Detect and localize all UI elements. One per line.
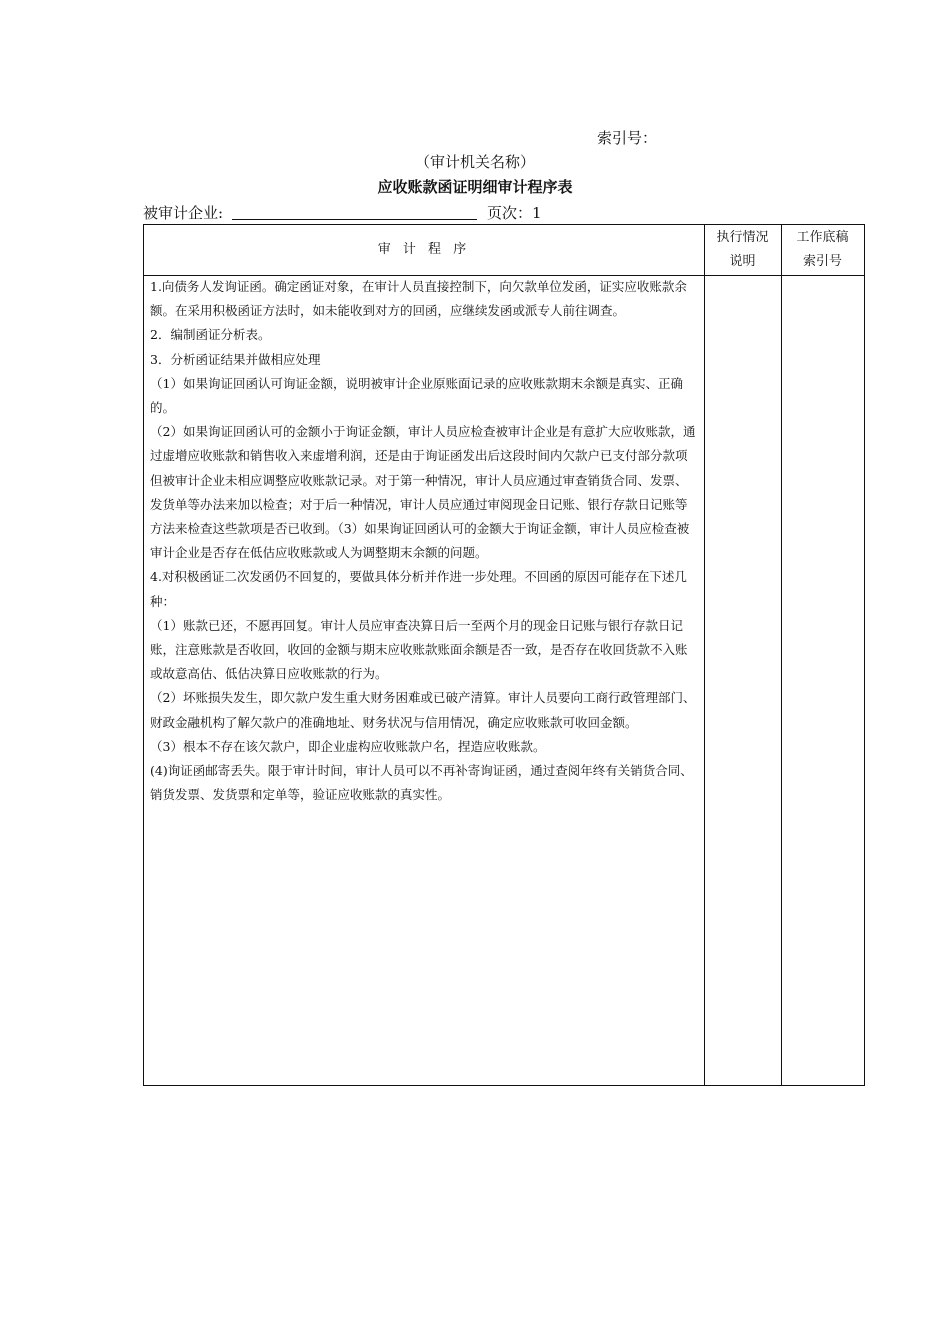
header-audit-procedure: 审 计 程 序 [377, 242, 471, 257]
procedure-paragraph: (4)询证函邮寄丢失。限于审计时间，审计人员可以不再补寄询证函，通过查阅年终有关销货合同、销货发票、发货票和定单等，验证应收账款的真实性。 [150, 763, 693, 803]
procedure-paragraph: （1）账款已还，不愿再回复。审计人员应审查决算日后一至两个月的现金日记账与银行存款日记账，注意账款是否收回，收回的金额与期末应收账款账面余额是否一致，是否存在收回货款不入账或故意高估、低估决算日应收账款的行为。 [150, 617, 688, 682]
procedure-paragraph: 3．分析函证结果并做相应处理 [150, 351, 321, 367]
header-workpaper-index-text: 工作底稿索引号 [796, 230, 849, 269]
index-number-label: 索引号： [597, 129, 658, 147]
audited-enterprise-label: 被审计企业: [143, 204, 224, 222]
column-divider [704, 225, 705, 1085]
procedure-paragraph: （2）如果询证回函认可的金额小于询证金额，审计人员应检查被审计企业是有意扩大应收账款，通过虚增应收账款和销售收入来虚增利润，还是由于询证函发出后这段时间内欠款户已支付部分款项但被审计企业未相应调整应收账款记录。对于第一种情况，审计人员应通过审查销货合同、发票、发货单等办法来加以检查；对于后一种情况，审计人员应通过审阅现金日记账、银行存款日记账等方法来检查这些款项是否已收到。（3）如果询证回函认可的金额大于询证金额，审计人员应检查被审计企业是否存在低估应收账款或人为调整期末余额的问题。 [150, 424, 696, 561]
page-number: 页次：1 [487, 204, 542, 222]
header-workpaper-index [781, 225, 864, 275]
column-divider [781, 225, 782, 1085]
audit-procedure-table [143, 224, 865, 1086]
procedure-paragraph: （3）根本不存在该欠款户，即企业虚构应收账款户名，捏造应收账款。 [150, 738, 546, 754]
procedure-paragraph: （1）如果询证回函认可询证金额，说明被审计企业原账面记录的应收账款期末余额是真实、正确的。 [150, 375, 683, 416]
header-execution-notes-text: 执行情况说明 [716, 230, 769, 269]
procedure-paragraph: 2．编制函证分析表。 [150, 327, 271, 343]
procedure-text-cell [150, 275, 698, 807]
procedure-paragraph: 1.向债务人发询证函。确定函证对象，在审计人员直接控制下，向欠款单位发函，证实应收账款余额。在采用积极函证方法时，如未能收到对方的回函，应继续发函或派专人前往调查。 [150, 279, 687, 319]
agency-name: （审计机关名称） [414, 153, 535, 171]
procedure-paragraph: （2）坏账损失发生，即欠款户发生重大财务困难或已破产清算。审计人员要向工商行政管理部门、财政金融机构了解欠款户的准确地址、财务状况与信用情况，确定应收账款可收回金额。 [150, 690, 696, 730]
document-title: 应收账款函证明细审计程序表 [377, 178, 573, 196]
audited-enterprise-underline [232, 219, 477, 220]
procedure-paragraph: 4.对积极函证二次发函仍不回复的，要做具体分析并作进一步处理。不回函的原因可能存在下述几种： [150, 569, 687, 609]
header-execution-notes [704, 225, 781, 275]
